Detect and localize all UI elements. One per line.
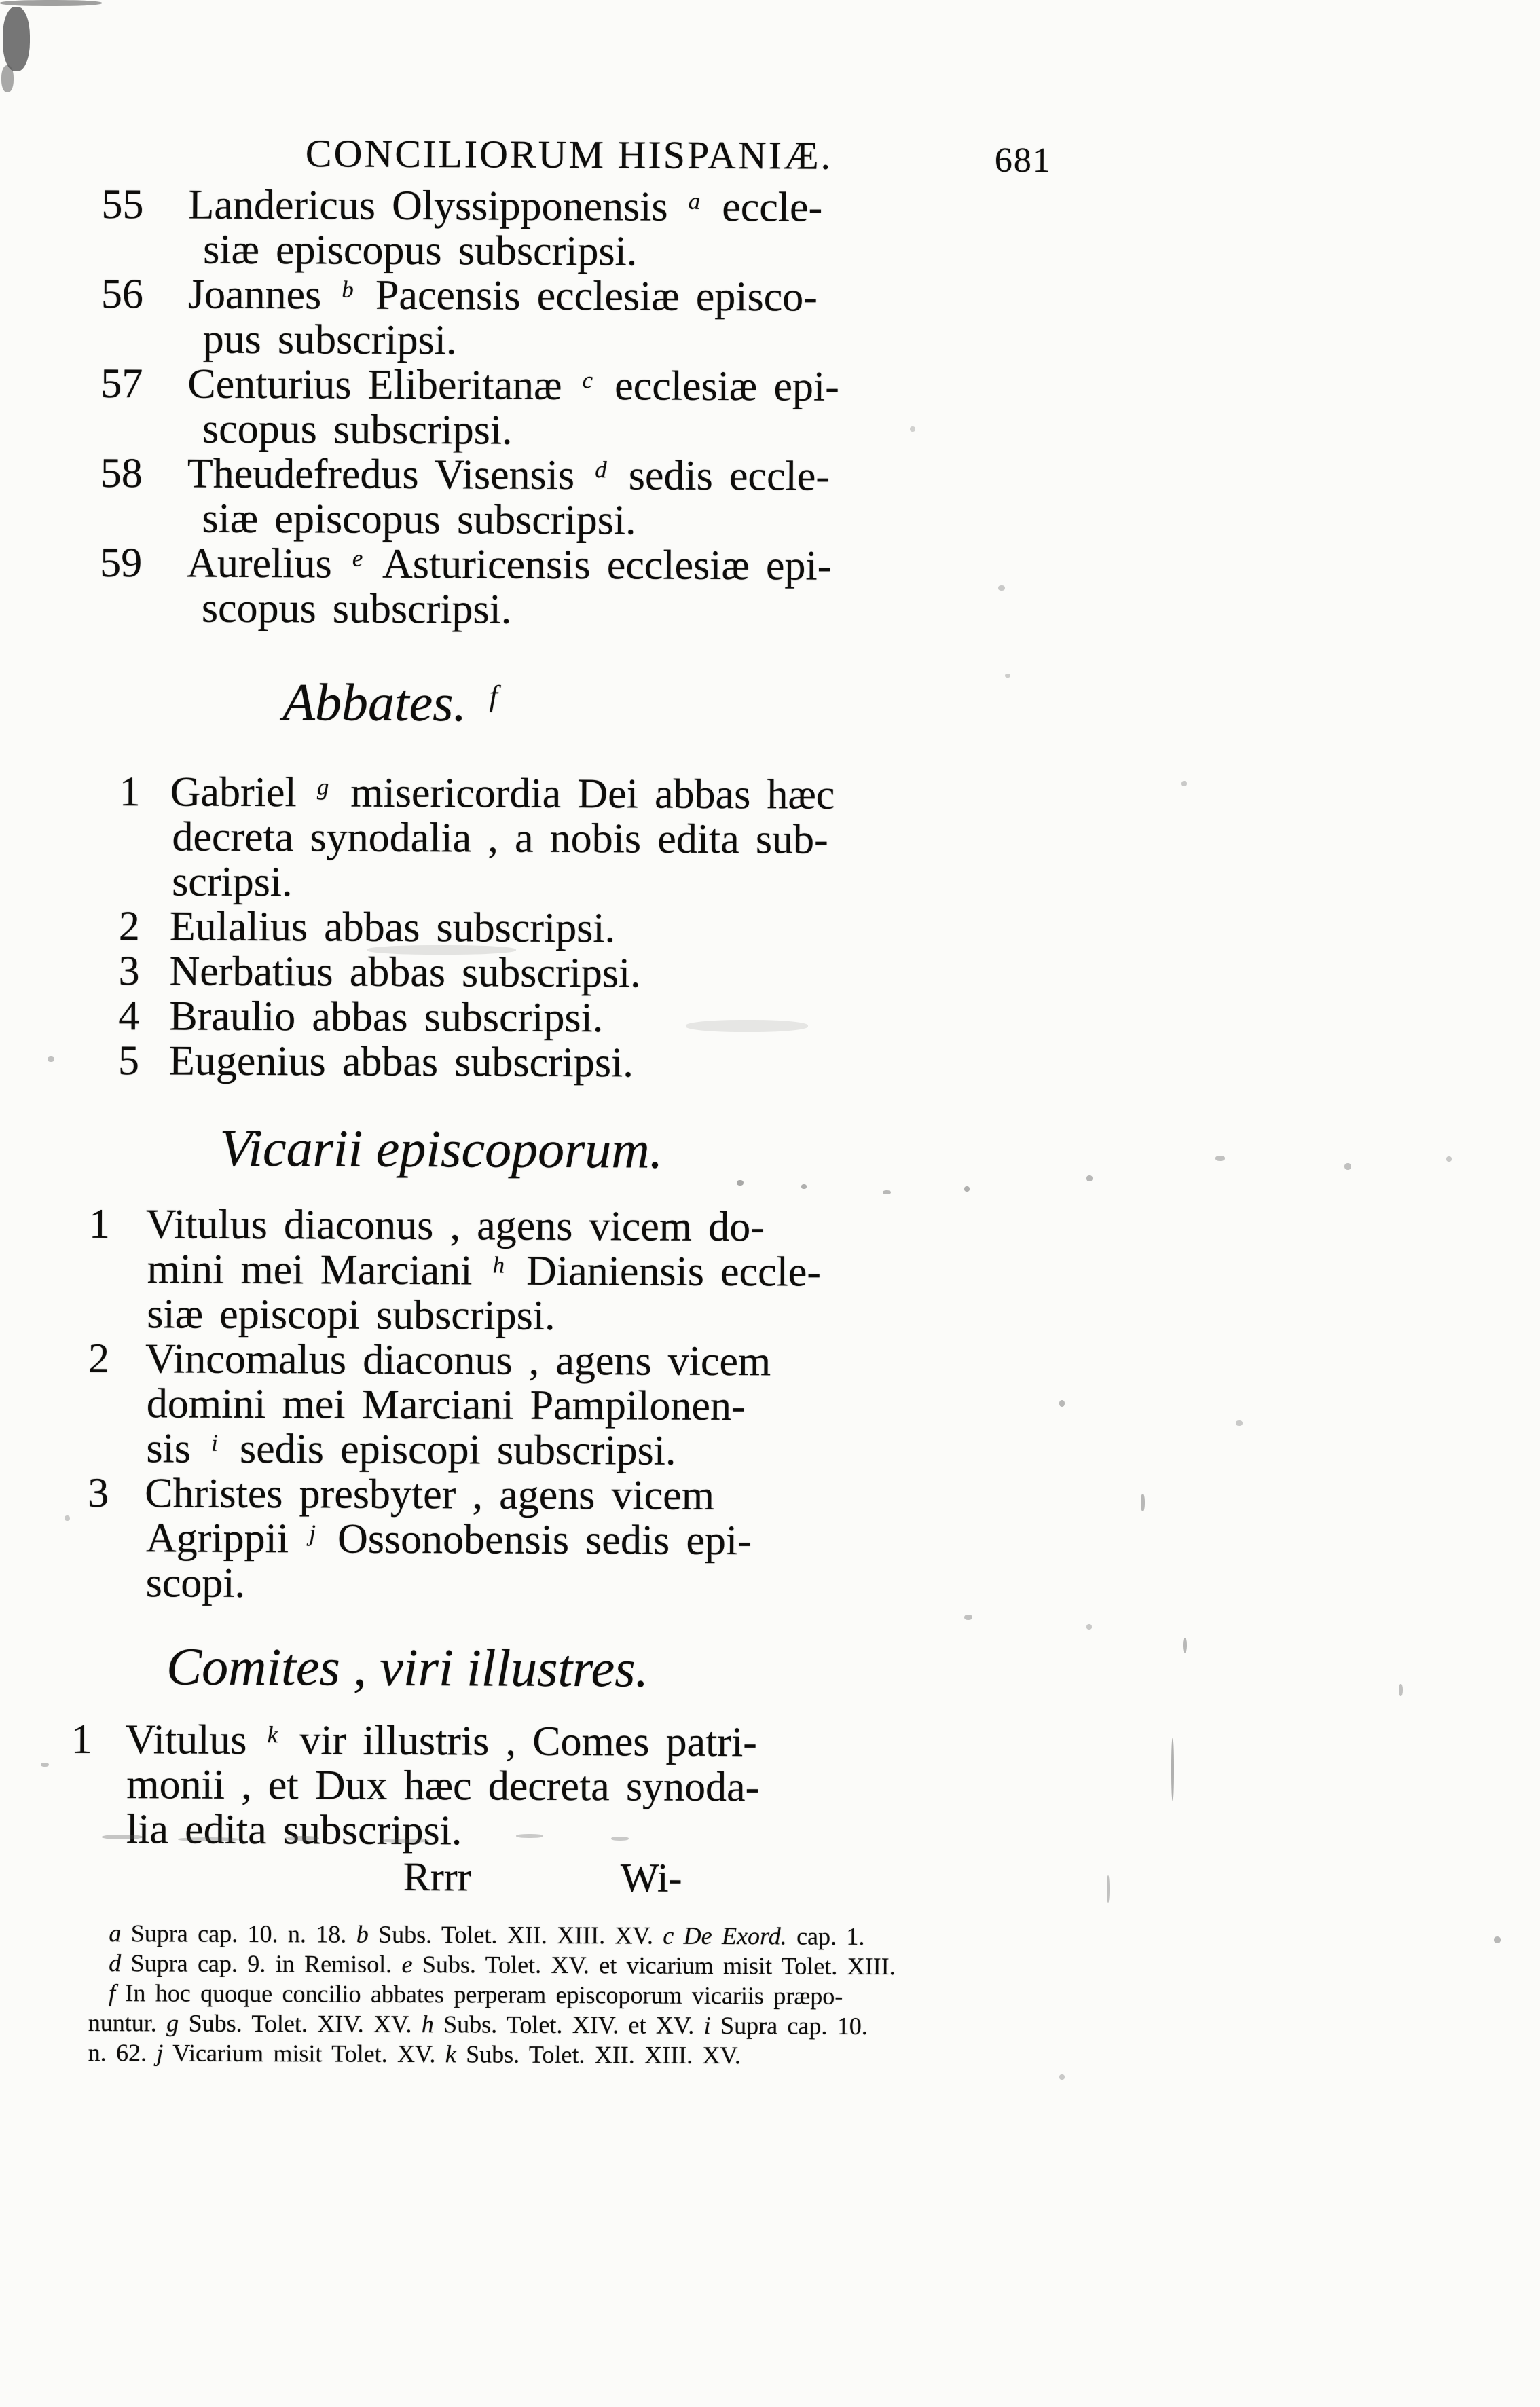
subscription-entry xyxy=(101,182,1120,276)
note-reference: j xyxy=(309,1519,316,1547)
entry-number: 1 xyxy=(88,1200,111,1248)
italic-text: c xyxy=(663,1922,674,1949)
subscription-entry xyxy=(88,1336,1115,1475)
entry-line: scopus subscripsi. xyxy=(201,585,512,633)
scan-speckle xyxy=(1181,781,1187,786)
note-reference: h xyxy=(492,1251,505,1279)
entry-line: sis $^i$ sedis episcopi subscripsi. xyxy=(146,1425,676,1474)
entry-line: 55 Landericus Olyssipponensis $^a$ eccle- xyxy=(101,181,823,231)
subscription-entry xyxy=(101,272,1120,366)
scan-speckle xyxy=(1399,1684,1403,1696)
scan-speckle xyxy=(1059,1400,1065,1407)
entry-line: 59 Aurelius $^e$ Asturicensis ecclesiæ epi- xyxy=(100,539,832,589)
entry-number: 55 xyxy=(101,181,144,228)
entry-number: 4 xyxy=(118,993,140,1040)
vicarii-subscriptions xyxy=(88,1202,1116,1610)
abbates-subscriptions xyxy=(118,769,1118,1087)
scan-speckle xyxy=(686,1020,808,1032)
scan-speckle xyxy=(1005,674,1010,678)
bishop-subscriptions xyxy=(100,182,1120,635)
note-reference: f xyxy=(489,680,498,713)
italic-text: f xyxy=(108,1979,116,2007)
entry-number: 58 xyxy=(100,449,143,497)
entry-line: 58 Theudefredus Visensis $^d$ sedis eccle- xyxy=(100,449,830,500)
text-body xyxy=(71,181,1120,1856)
scan-speckle xyxy=(1086,1175,1093,1181)
entry-line: siæ episcopus subscripsi. xyxy=(203,226,638,275)
note-reference: a xyxy=(688,187,701,215)
entry-number: 3 xyxy=(88,1469,109,1517)
comites-subscriptions xyxy=(71,1717,1114,1856)
note-reference: b xyxy=(342,276,354,303)
scan-speckle xyxy=(964,1615,972,1620)
entry-number: 59 xyxy=(100,539,143,587)
entry-number: 56 xyxy=(100,270,144,318)
italic-text: j xyxy=(156,2039,164,2067)
italic-text: De Exord. xyxy=(683,1922,787,1950)
scan-speckle xyxy=(65,1515,70,1521)
footnote-line: d Supra cap. 9. in Remisol. e Subs. Tolet. XV. et vicarium misit Tolet. XIII. xyxy=(109,1949,896,1981)
scan-speckle xyxy=(0,0,102,6)
scan-speckle xyxy=(1086,1624,1092,1630)
entry-line: 1 Vitulus diaconus , agens vicem do- xyxy=(88,1200,765,1251)
subscription-entry xyxy=(118,1038,1116,1087)
entry-line: mini mei Marciani $^h$ Dianiensis eccle- xyxy=(147,1246,822,1296)
entry-number: 5 xyxy=(117,1037,140,1084)
italic-text: h xyxy=(421,2010,434,2038)
entry-number: 2 xyxy=(88,1335,110,1382)
scan-speckle xyxy=(3,7,30,71)
entry-number: 2 xyxy=(118,903,141,950)
scan-speckle xyxy=(382,1839,429,1843)
section-heading-abbates: Abbates. $^f$ xyxy=(282,672,498,733)
scan-speckle xyxy=(1,65,14,92)
scan-speckle xyxy=(285,1836,319,1841)
scan-speckle xyxy=(883,1190,891,1194)
entry-line: 5 Eugenius abbas subscripsi. xyxy=(117,1037,634,1086)
entry-line: pus subscripsi. xyxy=(202,316,457,364)
signature-row xyxy=(94,1853,1113,1903)
entry-line: scopi. xyxy=(145,1560,246,1606)
entry-number: 3 xyxy=(118,948,140,995)
italic-text: b xyxy=(356,1920,369,1948)
entry-line: domini mei Marciani Pampilonen- xyxy=(146,1380,746,1430)
scan-speckle xyxy=(516,1834,543,1838)
note-reference: g xyxy=(316,773,329,801)
entry-line: scripsi. xyxy=(172,858,293,906)
entry-number: 1 xyxy=(119,769,141,815)
note-reference: c xyxy=(582,366,593,393)
scan-speckle xyxy=(102,1835,143,1839)
page-title: CONCILIORUM HISPANIÆ. xyxy=(305,131,833,178)
footnote-line: f In hoc quoque concilio abbates perperam episcoporum vicariis præpo- xyxy=(108,1979,843,2010)
scan-speckle xyxy=(1059,2074,1065,2080)
scan-speckle xyxy=(48,1056,54,1062)
running-header xyxy=(102,129,1120,181)
subscription-entry xyxy=(100,540,1119,635)
section-heading-vicarii: Vicarii episcoporum. xyxy=(219,1118,663,1179)
section-heading-comites: Comites , viri illustres. xyxy=(166,1636,649,1698)
scan-speckle xyxy=(998,585,1005,591)
scan-speckle xyxy=(178,1837,239,1841)
entry-number: 1 xyxy=(71,1716,92,1763)
italic-text: e xyxy=(401,1950,413,1979)
entry-line: siæ episcopi subscripsi. xyxy=(147,1291,555,1339)
entry-line: decreta synodalia , a nobis edita sub- xyxy=(172,813,828,863)
entry-line: 4 Braulio abbas subscripsi. xyxy=(118,993,604,1042)
entry-line: 2 Eulalius abbas subscripsi. xyxy=(118,903,616,952)
scan-speckle xyxy=(41,1763,49,1767)
scan-speckle xyxy=(1141,1494,1145,1511)
catchword: Wi- xyxy=(620,1855,682,1900)
footnote-line: n. 62. j Vicarium misit Tolet. XV. k Subs. Tolet. XII. XIII. XV. xyxy=(88,2038,741,2070)
scan-speckle xyxy=(1446,1156,1452,1162)
scan-speckle xyxy=(910,426,915,432)
subscription-entry xyxy=(118,993,1116,1042)
italic-text: k xyxy=(445,2040,456,2068)
italic-text: d xyxy=(109,1949,122,1977)
entry-line: 2 Vincomalus diaconus , agens vicem xyxy=(88,1335,771,1385)
scan-speckle xyxy=(1171,1738,1174,1801)
note-reference: e xyxy=(352,545,363,572)
footnote-line: a Supra cap. 10. n. 18. b Subs. Tolet. XII. XIII. XV. c De Exord. cap. 1. xyxy=(109,1919,865,1950)
page-content xyxy=(71,129,1120,2072)
entry-number: 57 xyxy=(100,360,143,407)
note-reference: d xyxy=(595,456,607,483)
entry-line: Agrippii $^j$ Ossonobensis sedis epi- xyxy=(145,1515,752,1564)
entry-line: 1 Gabriel $^g$ misericordia Dei abbas hæc xyxy=(119,769,835,818)
entry-line: 3 Christes presbyter , agens vicem xyxy=(88,1469,715,1519)
scan-speckle xyxy=(1215,1156,1225,1161)
subscription-entry xyxy=(119,769,1118,908)
entry-line: 3 Nerbatius abbas subscripsi. xyxy=(118,948,641,997)
subscription-entry xyxy=(71,1717,1114,1856)
scan-speckle xyxy=(801,1184,807,1189)
italic-text: g xyxy=(166,2009,179,2037)
page-number: 681 xyxy=(994,141,1052,181)
entry-line: siæ episcopus subscripsi. xyxy=(202,495,636,544)
entry-line: 57 Centurius Eliberitanæ $^c$ ecclesiæ epi- xyxy=(100,360,839,410)
scan-speckle xyxy=(1183,1638,1187,1653)
scan-speckle xyxy=(1344,1163,1351,1170)
scan-speckle xyxy=(1236,1420,1243,1426)
footnotes-block xyxy=(88,1918,1113,2072)
note-reference: k xyxy=(267,1721,278,1748)
scan-speckle xyxy=(1107,1875,1110,1903)
scan-speckle xyxy=(367,945,516,955)
subscription-entry xyxy=(119,904,1117,953)
subscription-entry xyxy=(118,949,1116,997)
note-reference: i xyxy=(211,1429,218,1456)
footnote-line: nuntur. g Subs. Tolet. XIV. XV. h Subs. Tolet. XIV. et XV. i Supra cap. 10. xyxy=(88,2008,868,2040)
subscription-entry xyxy=(100,361,1120,456)
scan-speckle xyxy=(1494,1936,1501,1943)
scan-speckle xyxy=(611,1837,629,1841)
subscription-entry xyxy=(100,451,1119,545)
italic-text: i xyxy=(703,2011,711,2039)
italic-text: a xyxy=(109,1919,122,1947)
entry-line: 56 Joannes $^b$ Pacensis ecclesiæ episco- xyxy=(100,270,818,320)
entry-line: 1 Vitulus $^k$ vir illustris , Comes patri- xyxy=(71,1716,758,1766)
entry-line: scopus subscripsi. xyxy=(202,405,513,454)
entry-line: lia edita subscripsi. xyxy=(126,1806,462,1854)
entry-line: monii , et Dux hæc decreta synoda- xyxy=(126,1761,760,1811)
scan-speckle xyxy=(737,1180,744,1186)
subscription-entry xyxy=(88,1202,1116,1341)
subscription-entry xyxy=(88,1471,1115,1610)
scan-speckle xyxy=(964,1186,970,1192)
gathering-signature: Rrrr xyxy=(403,1854,471,1900)
